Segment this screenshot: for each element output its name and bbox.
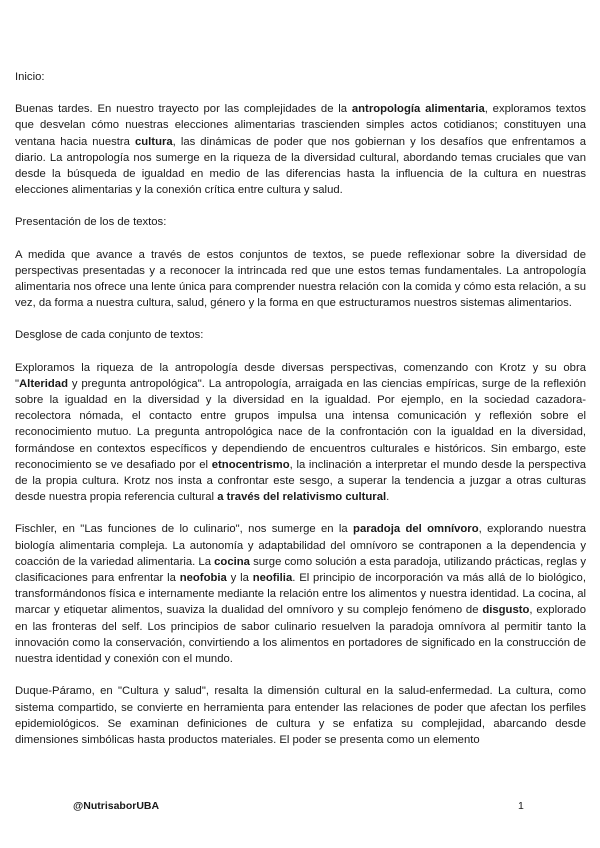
- paragraph-presentacion: A medida que avance a través de estos conjuntos de textos, se puede reflexionar sobre la diversidad de perspectivas presentadas y a reconocer la intrincada red que une estos temas fundamentales. La antropología alimentaria nos ofrece una lente única para comprender nuestra relación con la comida y cómo esta relación, a su vez, da forma a nuestra cultura, salud, género y la forma en que estructuramos nuestros sistemas alimentarios.: [15, 248, 586, 310]
- paragraph-intro: [15, 101, 586, 198]
- heading-presentacion: Presentación de los de textos:: [15, 216, 167, 229]
- paragraph-krotz: [15, 360, 586, 506]
- text-run: . El principio de incorporación va más allá de lo biológico, transformándonos física e internamente mediante la relación entre los alimentos y nuestra identidad. La cocina, al marcar y etiquetar alimentos, suaviza la dualidad del omnívoro y su complejo fenómeno de: [15, 572, 586, 617]
- text-run: , las dinámicas de poder que nos gobiernan y los desafíos que enfrentamos a diario. La antropología nos sumerge en la riqueza de la diversidad cultural, abordando temas cruciales que van desde la búsqueda de igualdad en medio de las diferencias hasta la influencia de la cultura en nuestras elecciones alimentarias y la conexión crítica entre cultura y salud.: [15, 135, 586, 197]
- paragraph-duque-paramo: Duque-Páramo, en "Cultura y salud", resalta la dimensión cultural en la salud-enfermedad. La cultura, como sistema compartido, se convierte en herramienta para entender las relaciones de poder que afectan los perfiles epidemiológicos. Se examinan definiciones de cultura y se enfatiza su complejidad, abarcando desde dimensiones simbólicas hasta productos materiales. El poder se presenta como un elemento: [15, 685, 586, 746]
- text-run: , explorando nuestra biología alimentaria compleja. La autonomía y adaptabilidad del omnívoro se contraponen a la dependencia y coacción de la variedad alimentaria. La: [15, 523, 587, 568]
- bold-term: neofobia: [179, 572, 227, 585]
- bold-term: disgusto: [482, 604, 530, 617]
- text-run: , la inclinación a interpretar el mundo desde la perspectiva de la propia cultura. Krotz nos insta a confrontar este sesgo, a superar la tendencia a juzgar a otras culturas desde nuestra propia referencia cultural: [15, 458, 586, 504]
- text-run: surge como solución a esta paradoja, utilizando prácticas, reglas y clasificaciones para enfrentar la: [15, 555, 586, 585]
- text-run: Fischler, en "Las funciones de lo culinario", nos sumerge en la: [15, 523, 354, 536]
- bold-term: antropología alimentaria: [351, 103, 485, 116]
- bold-term: etnocentrismo: [211, 458, 290, 471]
- text-run: Buenas tardes. En nuestro trayecto por las complejidades de la: [15, 103, 352, 116]
- text-run: , explorado en las fronteras del self. Los principios de sabor culinario resuelven la paradoja omnívora al permitir tanto la innovación como la conservación, convirtiendo a los alimentos en portadores de significado en la construcción de nuestra identidad y conexión con el mundo.: [15, 604, 586, 666]
- paragraph-fischler: [15, 521, 586, 667]
- bold-term: a través del relativismo cultural: [217, 491, 387, 504]
- heading-desglose: Desglose de cada conjunto de textos:: [15, 329, 204, 342]
- heading-inicio: Inicio:: [15, 71, 45, 83]
- text-run: y pregunta antropológica". La antropología, arraigada en las ciencias empíricas, surge de la reflexión sobre la igualdad en la diversidad y la diversidad en la igualdad. Por ejemplo, en la sociedad cazadora-recolectora nómada, el contacto entre grupos impulsa una intensa comunicación y reflexión sobre el reconocimiento mutuo. La pregunta antropológica nace de la confrontación con la igualdad en la diversidad, formándose en contextos específicos y dependiendo de encuentros culturales e históricos. Sin embargo, este reconocimiento se ve desafiado por el: [15, 377, 586, 471]
- text-run: .: [386, 491, 390, 504]
- text-run: y la: [226, 572, 253, 585]
- page-number: 1: [518, 800, 524, 812]
- bold-term: cultura: [134, 135, 173, 148]
- bold-term: paradoja del omnívoro: [353, 523, 479, 536]
- bold-term: neofilia: [252, 572, 293, 585]
- text-run: Exploramos la riqueza de la antropología desde diversas perspectivas, comenzando con Krotz y su obra ": [15, 361, 586, 390]
- text-run: , exploramos textos que desvelan cómo nuestras elecciones alimentarias trascienden simples actos cotidianos; constituyen una ventana hacia nuestra: [15, 103, 587, 148]
- bold-term: cocina: [214, 555, 250, 568]
- bold-term: Alteridad: [19, 377, 68, 390]
- document-body: [15, 69, 586, 764]
- footer-handle: @NutrisaborUBA: [73, 800, 160, 812]
